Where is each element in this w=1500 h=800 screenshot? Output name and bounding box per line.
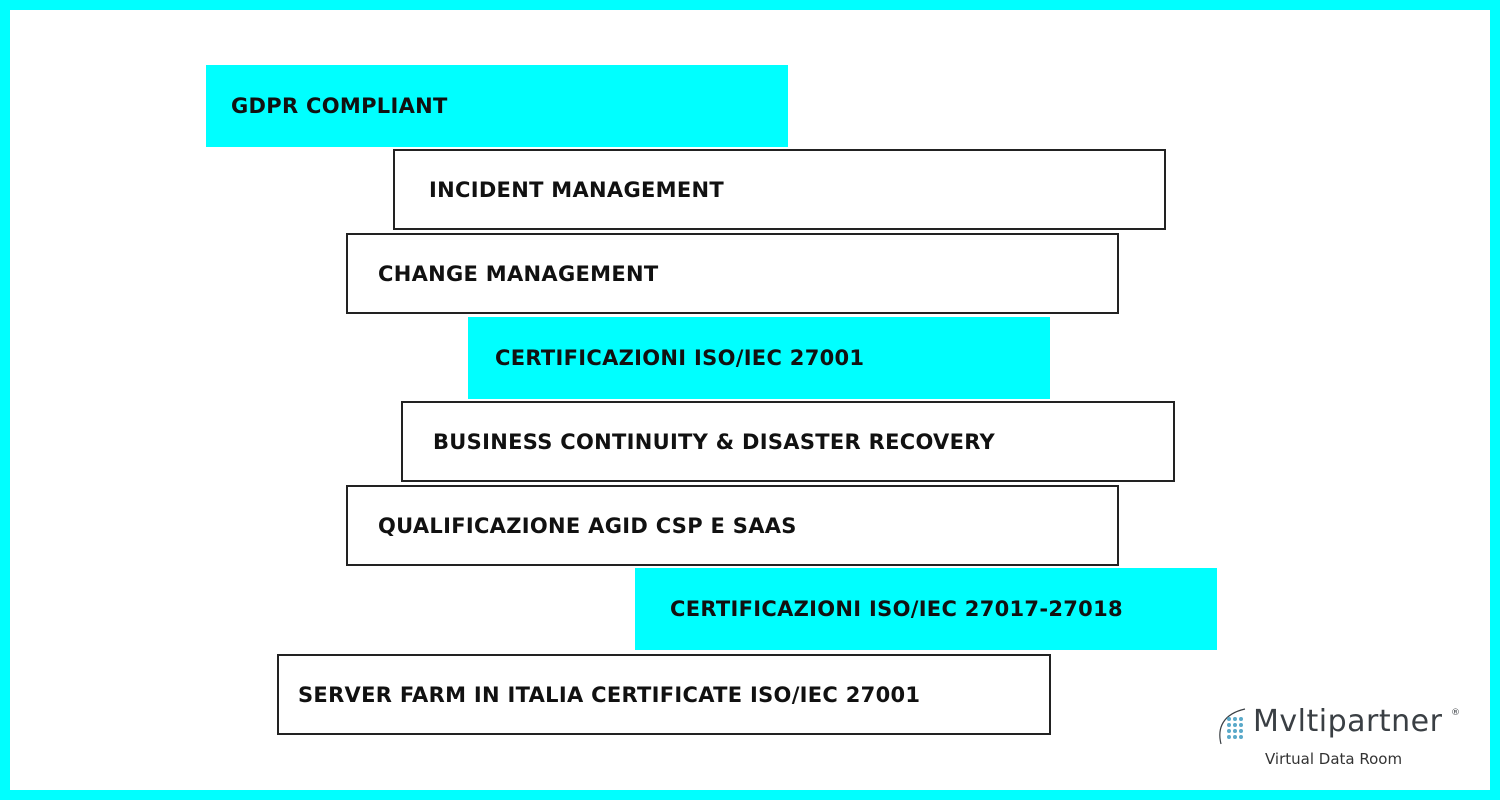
item-label: GDPR COMPLIANT: [231, 94, 448, 118]
item-gdpr-compliant: [206, 65, 788, 147]
item-change-management: [346, 233, 1119, 314]
item-incident-management: [393, 149, 1166, 230]
dot-grid-logo-icon: [1215, 706, 1251, 746]
item-label: CERTIFICAZIONI ISO/IEC 27001: [495, 346, 865, 370]
item-iso-27017-27018: [635, 568, 1217, 650]
item-agid-qualification: [346, 485, 1119, 566]
item-business-continuity: [401, 401, 1175, 482]
item-label: INCIDENT MANAGEMENT: [429, 177, 725, 202]
item-label: CHANGE MANAGEMENT: [378, 261, 659, 286]
item-iso-27001: [468, 317, 1050, 399]
item-label: BUSINESS CONTINUITY & DISASTER RECOVERY: [433, 429, 996, 454]
item-server-farm-italia: [277, 654, 1051, 735]
item-label: SERVER FARM IN ITALIA CERTIFICATE ISO/IEC 27001: [298, 682, 921, 707]
item-label: CERTIFICAZIONI ISO/IEC 27017-27018: [670, 597, 1123, 621]
brand-logo: [1215, 704, 1460, 770]
logo-registered-mark: ®: [1451, 708, 1460, 718]
logo-tagline: Virtual Data Room: [1265, 750, 1403, 768]
logo-wordmark: Mvltipartner: [1253, 704, 1443, 739]
item-label: QUALIFICAZIONE AGID CSP E SAAS: [378, 513, 797, 538]
